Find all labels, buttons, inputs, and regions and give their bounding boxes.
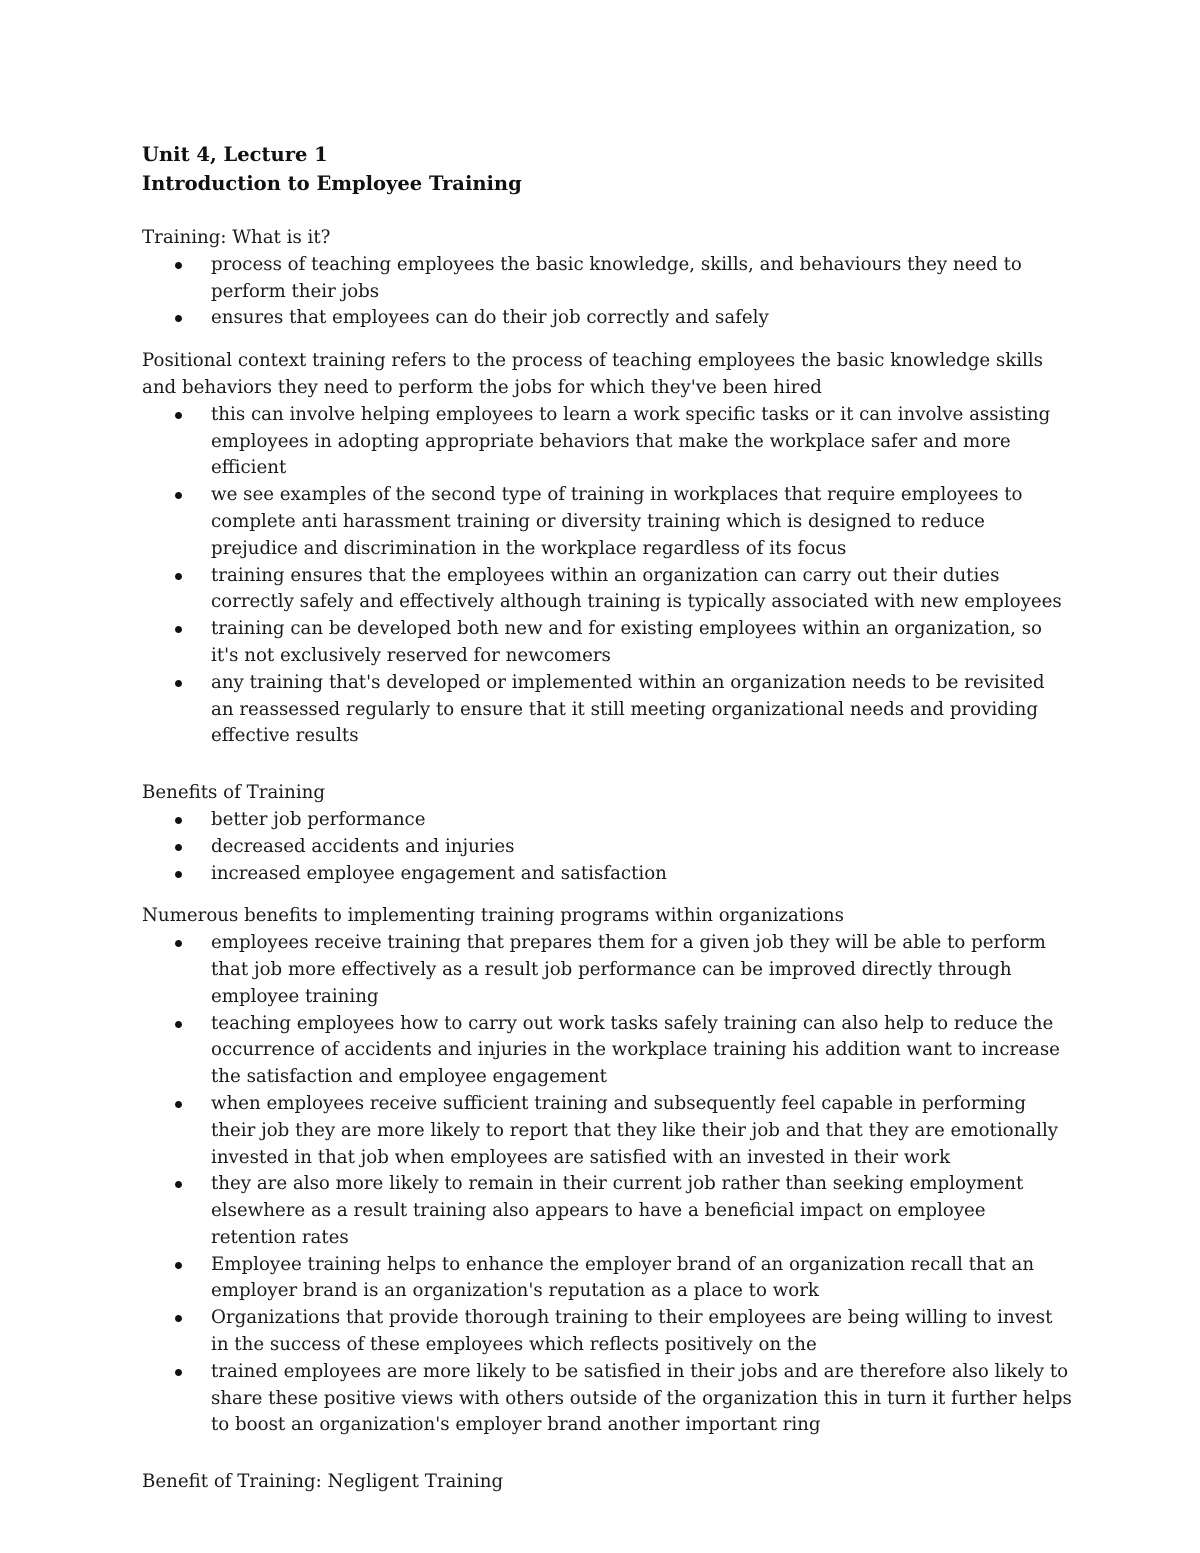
section-benefits-of-training	[142, 780, 1072, 887]
list-item: increased employee engagement and satisfaction	[142, 861, 1072, 888]
list-item: training ensures that the employees within an organization can carry out their duties correctly safely and effectively although training is typically associated with new employees	[142, 563, 1072, 617]
list-item: employees receive training that prepares them for a given job they will be able to perform that job more effectively as a result job performance can be improved directly through employee training	[142, 930, 1072, 1010]
section-paragraph: Numerous benefits to implementing training programs within organizations	[142, 905, 844, 927]
section-numerous-benefits	[142, 903, 1072, 1439]
list-item: trained employees are more likely to be satisfied in their jobs and are therefore also likely to share these positive views with others outside of the organization this in turn it further helps to boost an organization's employer brand another important ring	[142, 1359, 1072, 1439]
section-positional-context	[142, 348, 1072, 750]
list-item: training can be developed both new and for existing employees within an organization, so it's not exclusively reserved for newcomers	[142, 616, 1072, 670]
list-item: teaching employees how to carry out work tasks safely training can also help to reduce the occurrence of accidents and injuries in the workplace training his addition want to increase the satisfaction and employee engagement	[142, 1011, 1072, 1091]
list-item: decreased accidents and injuries	[142, 834, 1072, 861]
section-training-what-is-it	[142, 225, 1072, 332]
list-item: process of teaching employees the basic knowledge, skills, and behaviours they need to perform their jobs	[142, 252, 1072, 306]
section-paragraph: Positional context training refers to the process of teaching employees the basic knowledge skills and behaviors they need to perform the jobs for which they've been hired	[142, 350, 1044, 398]
bullet-list	[142, 252, 1072, 332]
bullet-list	[142, 930, 1072, 1439]
unit-title: Unit 4, Lecture 1	[142, 143, 328, 166]
list-item: Employee training helps to enhance the employer brand of an organization recall that an employer brand is an organization's reputation as a place to work	[142, 1252, 1072, 1306]
section-heading: Training: What is it?	[142, 227, 331, 248]
list-item: Organizations that provide thorough training to their employees are being willing to invest in the success of these employees which reflects positively on the	[142, 1305, 1072, 1359]
list-item: ensures that employees can do their job correctly and safely	[142, 305, 1072, 332]
list-item: when employees receive sufficient training and subsequently feel capable in performing their job they are more likely to report that they like their job and that they are emotionally invested in that job when employees are satisfied with an invested in their work	[142, 1091, 1072, 1171]
section-heading: Benefits of Training	[142, 782, 325, 804]
list-item: any training that's developed or implemented within an organization needs to be revisited an reassessed regularly to ensure that it still meeting organizational needs and providing effective results	[142, 670, 1072, 750]
document-page	[142, 140, 1072, 1512]
list-item: better job performance	[142, 807, 1072, 834]
bullet-list	[142, 807, 1072, 887]
list-item: they are also more likely to remain in their current job rather than seeking employment elsewhere as a result training also appears to have a beneficial impact on employee retention rates	[142, 1171, 1072, 1251]
bullet-list	[142, 402, 1072, 750]
list-item: we see examples of the second type of training in workplaces that require employees to complete anti harassment training or diversity training which is designed to reduce prejudice and discrimination in the workplace regardless of its focus	[142, 482, 1072, 562]
section-negligent-training	[142, 1469, 1072, 1496]
title-block	[142, 140, 1072, 198]
list-item: this can involve helping employees to learn a work specific tasks or it can involve assisting employees in adopting appropriate behaviors that make the workplace safer and more efficient	[142, 402, 1072, 482]
lecture-title: Introduction to Employee Training	[142, 172, 522, 195]
section-heading: Benefit of Training: Negligent Training	[142, 1471, 504, 1493]
